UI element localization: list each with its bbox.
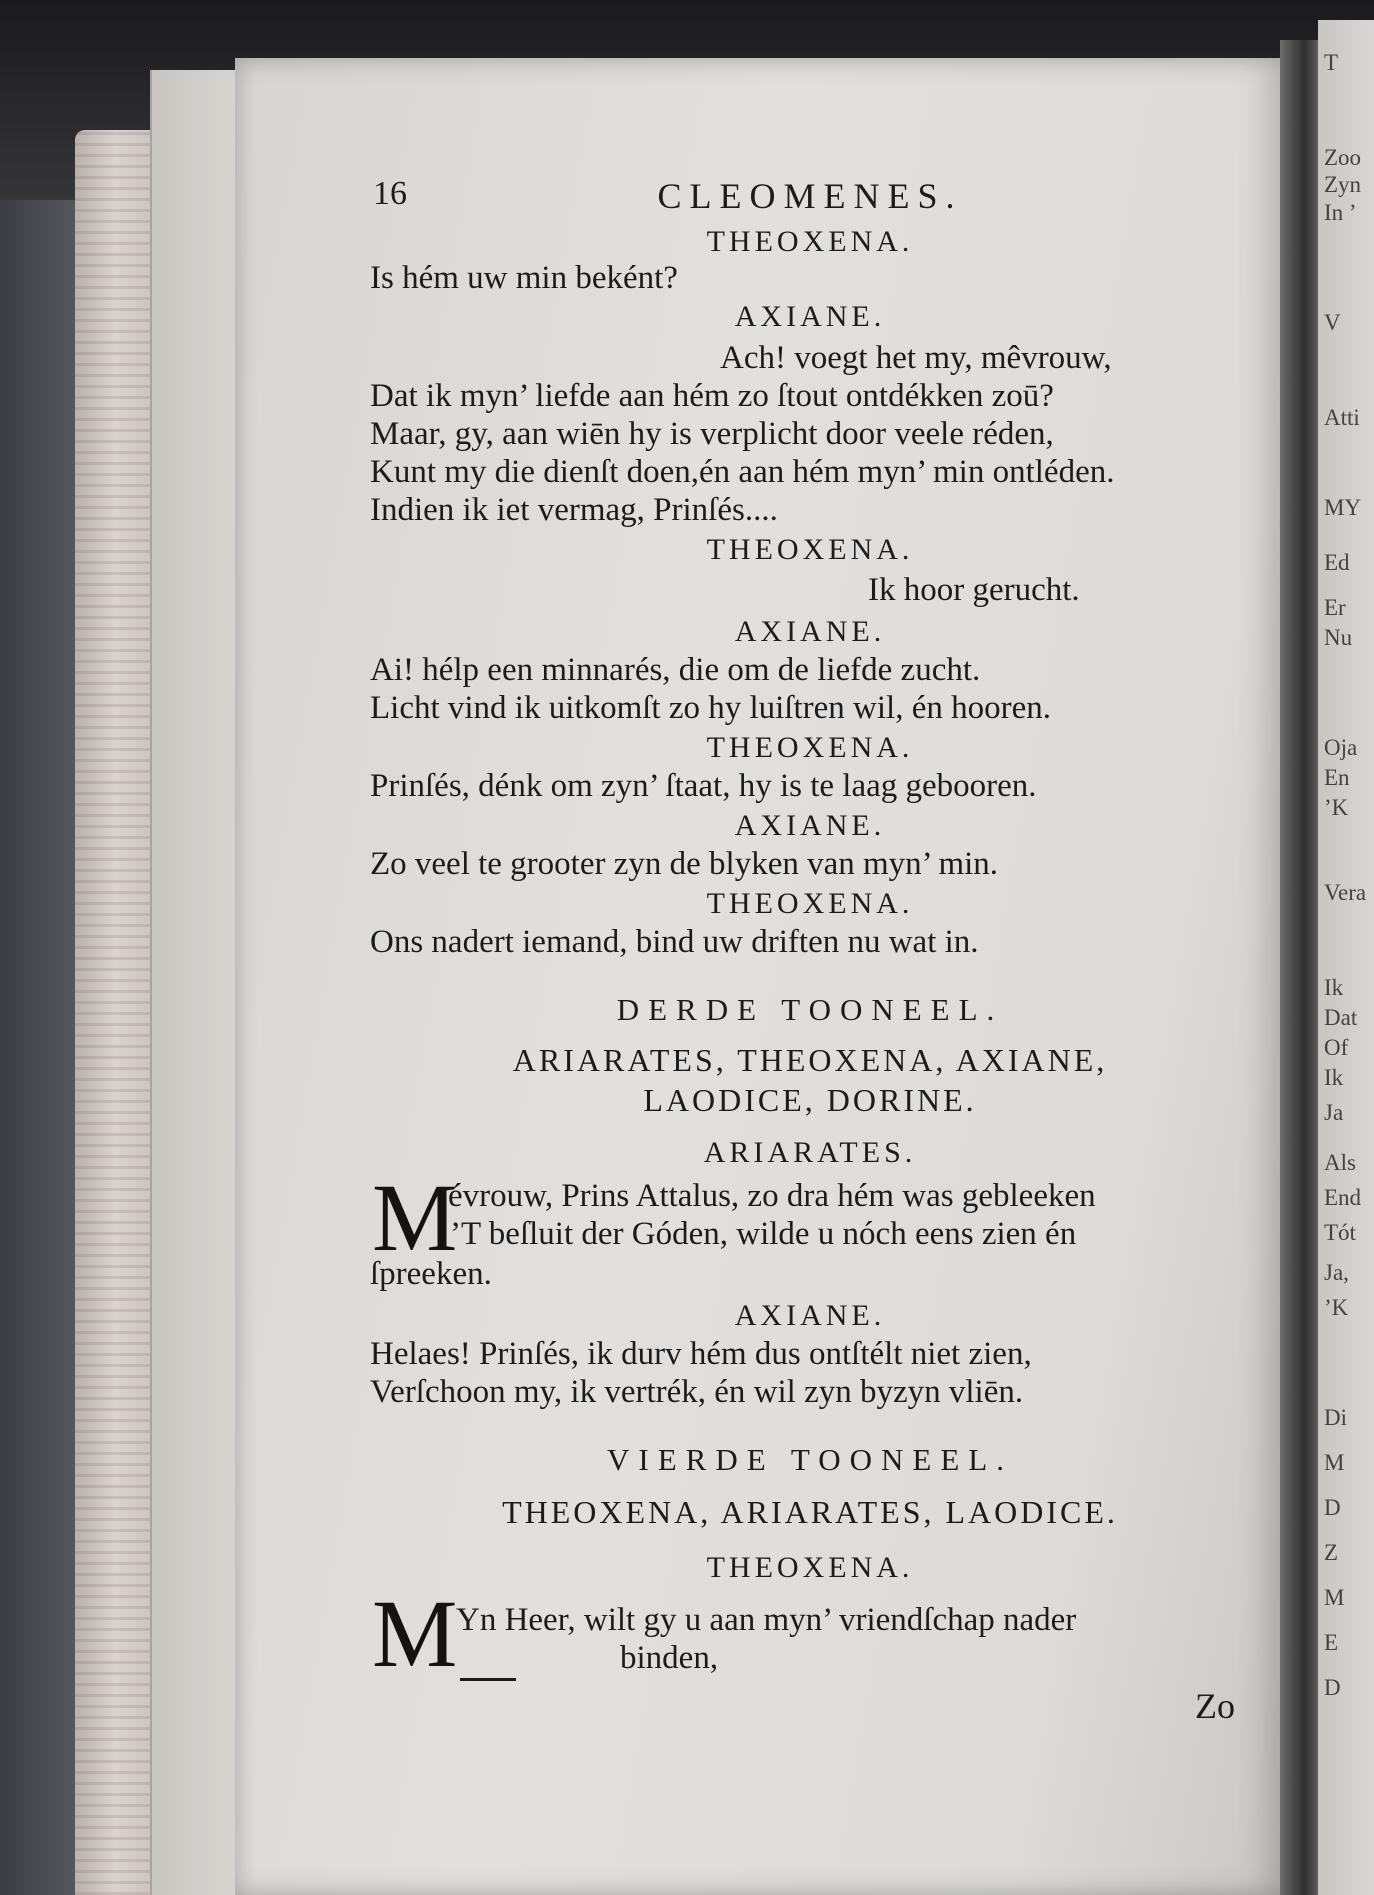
facing-line: Of <box>1324 1035 1349 1060</box>
verse-line: Licht vind ik uitkomſt zo hy luiſtren wil, én hooren. <box>370 690 1051 726</box>
facing-line: In ’ <box>1324 200 1357 225</box>
facing-line: M <box>1324 1450 1345 1475</box>
facing-line: MY <box>1324 495 1362 520</box>
speaker-label: AXIANE. <box>734 300 886 333</box>
verse-line: ſpreeken. <box>370 1256 492 1292</box>
facing-line: Nu <box>1324 625 1353 650</box>
facing-line: Atti <box>1324 405 1360 430</box>
facing-line: Ja, <box>1324 1260 1349 1285</box>
facing-line: D <box>1324 1495 1341 1520</box>
verse-line: Ai! hélp een minnarés, die om de liefde zucht. <box>370 652 981 688</box>
speaker-label: THEOXENA. <box>706 533 914 566</box>
scene-heading: VIERDE TOONEEL. <box>607 1442 1013 1477</box>
facing-line: V <box>1324 310 1341 335</box>
cast-list: ARIARATES, THEOXENA, AXIANE, <box>512 1042 1108 1078</box>
speaker-label: ARIARATES. <box>703 1136 917 1169</box>
facing-line: ’K <box>1324 1295 1349 1320</box>
verse-line: Yn Heer, wilt gy u aan myn’ vriendſchap nader <box>456 1602 1077 1638</box>
facing-line: Er <box>1324 595 1346 620</box>
verse-line: Verſchoon my, ik vertrék, én wil zyn byzyn vliēn. <box>370 1374 1024 1410</box>
verse-line: Prinſés, dénk om zyn’ ſtaat, hy is te laag gebooren. <box>370 768 1037 804</box>
facing-line: Ed <box>1324 550 1350 575</box>
verse-line: Indien ik iet vermag, Prinſés.... <box>370 492 778 528</box>
speaker-label: AXIANE. <box>734 615 886 648</box>
verse-line: Ach! voegt het my, mêvrouw, <box>720 340 1112 376</box>
verse-line: ’T beſluit der Góden, wilde u nóch eens zien én <box>450 1216 1077 1252</box>
facing-line: Zoo <box>1324 145 1362 170</box>
ornamental-rule <box>460 1678 516 1681</box>
facing-line: T <box>1324 50 1339 75</box>
verse-line: binden, <box>620 1640 719 1676</box>
facing-line: Di <box>1324 1405 1347 1430</box>
running-head: CLEOMENES. <box>657 176 963 216</box>
facing-line: Vera <box>1324 880 1367 905</box>
speaker-label: THEOXENA. <box>706 1551 914 1584</box>
facing-line: Zyn <box>1324 172 1362 197</box>
verse-line: Dat ik myn’ liefde aan hém zo ſtout ontdékken zoū? <box>370 378 1054 414</box>
facing-line: Als <box>1324 1150 1356 1175</box>
verse-line: Ons nadert iemand, bind uw driften nu wat in. <box>370 924 979 960</box>
facing-line: E <box>1324 1630 1339 1655</box>
facing-line: Ik <box>1324 975 1344 1000</box>
page-number: 16 <box>373 175 407 212</box>
cast-list: LAODICE, DORINE. <box>643 1082 977 1118</box>
speaker-label: AXIANE. <box>734 809 886 842</box>
facing-line: Tót <box>1324 1220 1356 1245</box>
facing-line: En <box>1324 765 1350 790</box>
scene-heading: DERDE TOONEEL. <box>616 992 1004 1027</box>
facing-page <box>1318 20 1374 1895</box>
facing-line: End <box>1324 1185 1362 1210</box>
verse-line: Ik hoor gerucht. <box>868 572 1080 608</box>
facing-line: Oja <box>1324 735 1358 760</box>
speaker-label: THEOXENA. <box>706 887 914 920</box>
verse-line: Is hém uw min beként? <box>370 260 678 296</box>
verse-line: évrouw, Prins Attalus, zo dra hém was gebleeken <box>448 1178 1096 1214</box>
verse-line: Maar, gy, aan wiēn hy is verplicht door veele réden, <box>370 416 1054 452</box>
catchword: Zo <box>1195 1686 1235 1726</box>
facing-line: ’K <box>1324 795 1349 820</box>
drop-capital: M <box>372 1580 458 1687</box>
facing-line: D <box>1324 1675 1341 1700</box>
verse-line: Kunt my die dienſt doen,én aan hém myn’ min ontléden. <box>370 454 1115 490</box>
facing-line: Ja <box>1324 1100 1344 1125</box>
facing-line: M <box>1324 1585 1345 1610</box>
cast-list: THEOXENA, ARIARATES, LAODICE. <box>502 1494 1118 1530</box>
drop-capital: M <box>372 1164 458 1271</box>
facing-line: Z <box>1324 1540 1339 1565</box>
facing-line: Dat <box>1324 1005 1358 1030</box>
speaker-label: THEOXENA. <box>706 731 914 764</box>
speaker-label: AXIANE. <box>734 1299 886 1332</box>
facing-line: Ik <box>1324 1065 1344 1090</box>
speaker-label: THEOXENA. <box>706 225 914 258</box>
verse-line: Helaes! Prinſés, ik durv hém dus ontſtélt niet zien, <box>370 1336 1032 1372</box>
verse-line: Zo veel te grooter zyn de blyken van myn’ min. <box>370 846 999 882</box>
